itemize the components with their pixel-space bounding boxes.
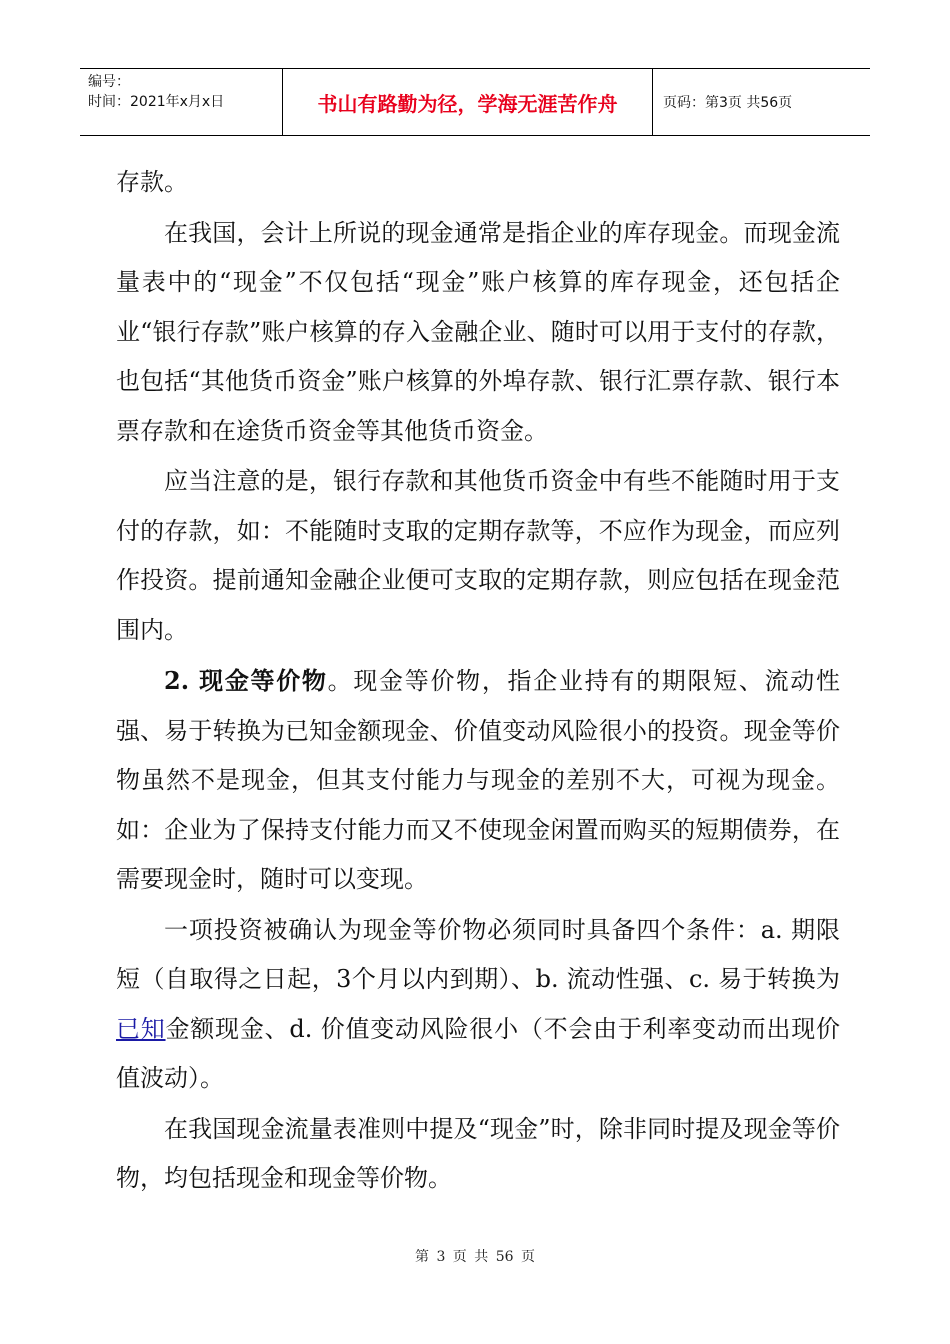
header-meta [80, 69, 282, 135]
paragraph-standard: 在我国现金流量表准则中提及“现金”时，除非同时提及现金等价物，均包括现金和现金等价物。 [116, 1114, 840, 1192]
paragraph-text: 。现金等价物，指企业持有的期限短、流动性强、易于转换为已知金额现金、价值变动风险很小的投资。现金等价物虽然不是现金，但其支付能力与现金的差别不大，可视为现金。如：企业为了保持支付能力而又不使现金闲置而购买的短期债券，在需要现金时，随时可以变现。 [116, 667, 840, 893]
paragraph-cash-definition: 在我国，会计上所说的现金通常是指企业的库存现金。而现金流量表中的“现金”不仅包括“现金”账户核算的库存现金，还包括企业“银行存款”账户核算的存入金融企业、随时可以用于支付的存款，也包括“其他货币资金”账户核算的外埠存款、银行汇票存款、银行本票存款和在途货币资金等其他货币资金。 [116, 218, 840, 445]
section-heading: 2. 现金等价物 [164, 666, 328, 695]
paragraph-cash-note: 应当注意的是，银行存款和其他货币资金中有些不能随时用于支付的存款，如：不能随时支取的定期存款等，不应作为现金，而应列作投资。提前通知金融企业便可支取的定期存款，则应包括在现金范围内。 [116, 467, 840, 644]
paragraph-cash-equivalents [116, 656, 840, 905]
doc-time-label: 时间：2021年x月x日 [88, 94, 225, 110]
header-motto: 书山有路勤为径，学海无涯苦作舟 [282, 69, 653, 135]
paragraph-text: 金额现金、d. 价值变动风险很小（不会由于利率变动而出现价值波动）。 [116, 1014, 840, 1092]
page-header [80, 68, 870, 136]
doc-number-label: 编号： [88, 74, 130, 90]
known-link[interactable]: 已知 [116, 1014, 166, 1043]
document-body [116, 158, 840, 1205]
header-page-info: 页码：第3页 共56页 [663, 95, 793, 111]
paragraph-text: 一项投资被确认为现金等价物必须同时具备四个条件：a. 期限短（自取得之日起，3个月以内到期）、b. 流动性强、c. 易于转换为 [116, 915, 840, 993]
paragraph-continuation: 存款。 [116, 168, 188, 196]
paragraph-conditions [116, 906, 840, 1104]
page-footer: 第 3 页 共 56 页 [415, 1249, 535, 1265]
